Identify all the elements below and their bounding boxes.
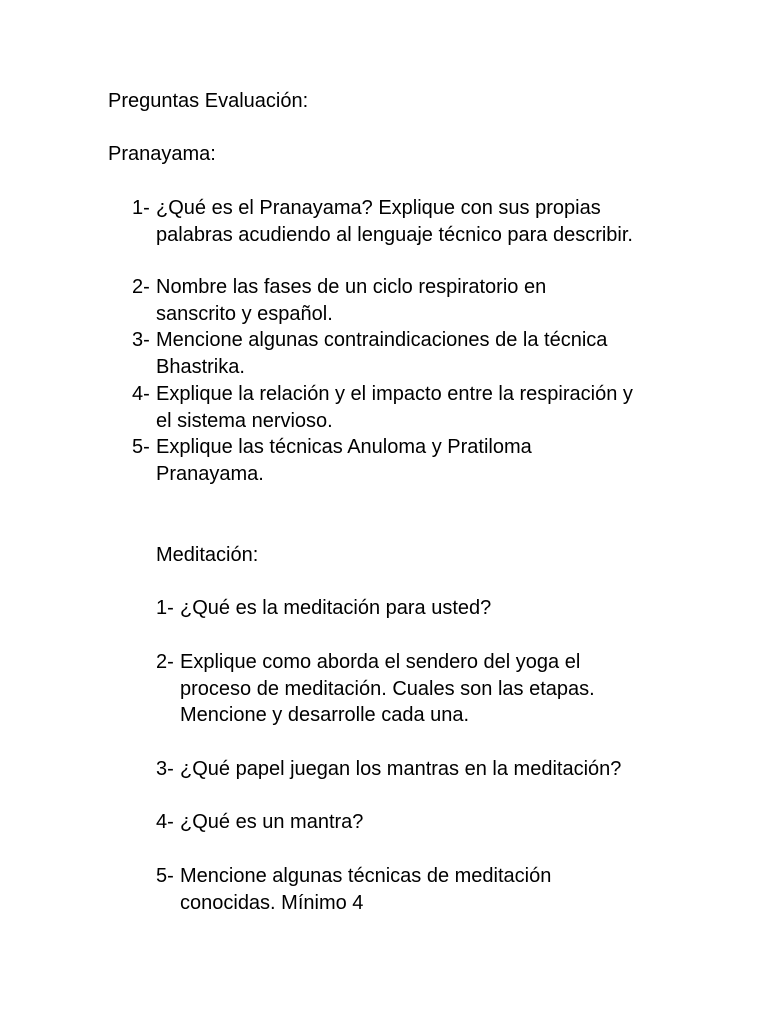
list-item: [156, 863, 656, 916]
list-item-text: Mencione algunas contraindicaciones de la técnica Bhastrika.: [156, 329, 608, 378]
list-item-text: Explique la relación y el impacto entre la respiración y el sistema nervioso.: [156, 383, 633, 432]
list-item-number: 3-: [132, 329, 150, 351]
section-heading-meditacion: Meditación:: [156, 544, 259, 566]
list-item-text: Mencione algunas técnicas de meditación conocidas. Mínimo 4: [180, 865, 552, 914]
list-item-text: Explique como aborda el sendero del yoga el proceso de meditación. Cuales son las etapas. Mencione y desarrolle cada una.: [180, 651, 595, 727]
list-item-text: ¿Qué es un mantra?: [180, 811, 364, 833]
list-item: [132, 327, 652, 380]
list-item-number: 1-: [132, 197, 150, 219]
list-item: [132, 274, 652, 327]
list-item-number: 2-: [132, 276, 150, 298]
list-item-text: ¿Qué es la meditación para usted?: [180, 597, 492, 619]
list-item-number: 5-: [132, 436, 150, 458]
list-item: [156, 756, 656, 783]
list-item-number: 3-: [156, 758, 174, 780]
list-item-number: 4-: [156, 811, 174, 833]
list-item-number: 1-: [156, 597, 174, 619]
document-title: Preguntas Evaluación:: [108, 90, 309, 112]
list-item-text: ¿Qué es el Pranayama? Explique con sus propias palabras acudiendo al lenguaje técnico para describir.: [156, 197, 633, 246]
list-item-number: 4-: [132, 383, 150, 405]
section-heading-pranayama: Pranayama:: [108, 143, 216, 165]
list-item: [156, 595, 656, 622]
list-item: [132, 434, 652, 487]
list-item: [132, 195, 652, 248]
list-item: [156, 649, 656, 729]
list-item-text: Explique las técnicas Anuloma y Pratiloma Pranayama.: [156, 436, 532, 485]
list-item-text: ¿Qué papel juegan los mantras en la meditación?: [180, 758, 622, 780]
list-item: [156, 809, 656, 836]
list-item: [132, 381, 652, 434]
list-item-number: 5-: [156, 865, 174, 887]
list-item-number: 2-: [156, 651, 174, 673]
list-item-text: Nombre las fases de un ciclo respiratorio en sanscrito y español.: [156, 276, 547, 325]
